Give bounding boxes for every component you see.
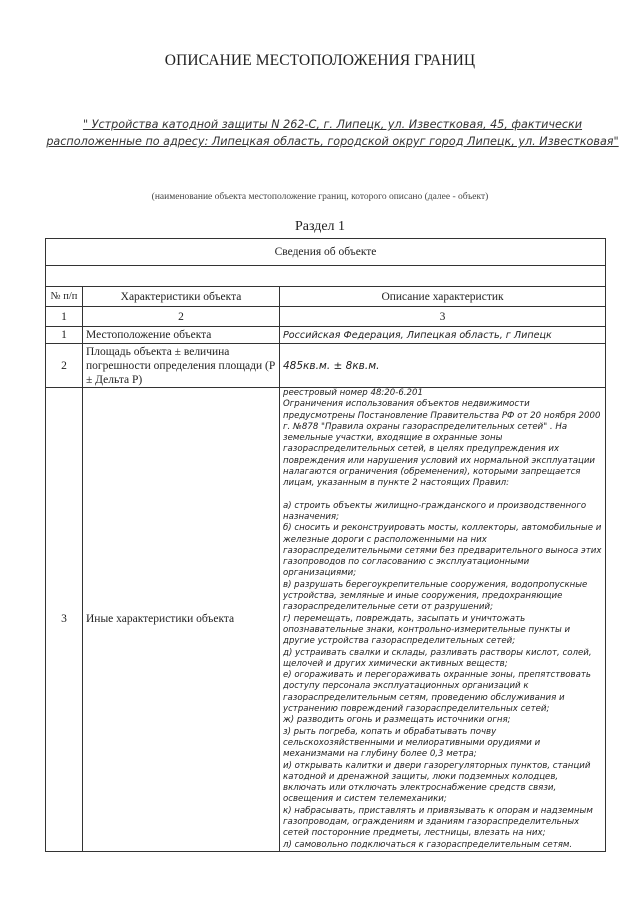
restriction-item: а) строить объекты жилищно-гражданского и производственного назначения; (283, 500, 587, 522)
object-info-table (45, 238, 606, 852)
table-heading: Сведения об объекте (46, 239, 606, 266)
empty-cell (46, 266, 606, 287)
table-row (46, 388, 606, 852)
restriction-item: б) сносить и реконструировать мосты, коллекторы, автомобильные и железные дороги с расположенными на них газораспределительными сетями без предварительного выноса этих газопроводов по согласованию с эксплуатационными организациями; (283, 523, 602, 579)
row-area-value: 485кв.м. ± 8кв.м. (280, 344, 606, 388)
restriction-item: и) открывать калитки и двери газорегуляторных пунктов, станций катодной и дренажной защиты, люки подземных колодцев, включать или отключать электроснабжение средств связи, освещения и систем телемеханики; (283, 760, 591, 805)
column-header-description: Описание характеристик (280, 287, 606, 307)
restriction-item: к) набрасывать, приставлять и привязывать к опорам и надземным газопроводам, ограждениям и зданиям газораспределительных сетей посторонние предметы, лестницы, влезать на них; (283, 805, 593, 839)
section-title: Раздел 1 (294, 219, 346, 234)
column-index-3: 3 (280, 307, 606, 327)
table-row (46, 327, 606, 344)
document-title: ОПИСАНИЕ МЕСТОПОЛОЖЕНИЯ ГРАНИЦ (164, 52, 476, 69)
row-characteristic: Площадь объекта ± величина погрешности определения площади (Р ± Дельта Р) (83, 344, 280, 388)
column-header-characteristics: Характеристики объекта (83, 287, 280, 307)
restriction-item: ж) разводить огонь и размещать источники огня; (283, 715, 511, 726)
column-index-row (46, 307, 606, 327)
restriction-item: л) самовольно подключаться к газораспределительным сетям. (283, 839, 573, 850)
table-row (46, 344, 606, 388)
object-name-line-1: " Устройства катодной защиты N 262-С, г. Липецк, ул. Известковая, 45, фактически (82, 118, 583, 131)
row-location-value: Российская Федерация, Липецкая область, г Липецк (280, 327, 606, 344)
table-empty-row (46, 266, 606, 287)
row-number: 3 (46, 388, 83, 852)
restrictions-intro: Ограничения использования объектов недвижимости предусмотрены Постановление Правительства РФ от 20 ноября 2000 г. №878 "Правила охраны газораспределительных сетей" . На земельные участки, входящие в охранные зоны газораспределительных сетей, в целях предупреждения их повреждения или нарушения условий их нормальной эксплуатации налагаются ограничения (обременения), которыми запрещается лицам, указанным в пункте 2 настоящих Правил: (283, 399, 601, 489)
row-characteristic: Иные характеристики объекта (83, 388, 280, 852)
column-index-2: 2 (83, 307, 280, 327)
row-other-characteristics-value (280, 388, 606, 852)
registry-number: реестровый номер 48:20-6.201 (283, 388, 423, 398)
row-number: 2 (46, 344, 83, 388)
restriction-item: е) огораживать и перегораживать охранные зоны, препятствовать доступу персонала эксплуатационных организаций к газораспределительным сетям, проведению обслуживания и устранению повреждений газораспределительных сетей; (283, 670, 591, 715)
object-name (45, 116, 620, 150)
restriction-item: з) рыть погреба, копать и обрабатывать почву сельскохозяйственными и мелиоративными орудиями и механизмами на глубину более 0,3 метра; (283, 726, 541, 760)
column-header-number: № п/п (46, 287, 83, 307)
object-name-line-2: расположенные по адресу: Липецкая область, городской округ город Липецк, ул. Известковая" (46, 135, 619, 148)
paragraph-gap (283, 490, 602, 501)
restriction-item: д) устраивать свалки и склады, разливать растворы кислот, солей, щелочей и других химически активных веществ; (283, 647, 592, 669)
row-number: 1 (46, 327, 83, 344)
restriction-item: г) перемещать, повреждать, засыпать и уничтожать опознавательные знаки, контрольно-измерительные пункты и другие устройства газораспределительных сетей; (283, 613, 571, 647)
restriction-item: в) разрушать берегоукрепительные сооружения, водопропускные устройства, земляные и иные сооружения, предохраняющие газораспределительные сети от разрушений; (283, 579, 588, 613)
table-heading-row (46, 239, 606, 266)
column-index-1: 1 (46, 307, 83, 327)
column-header-row (46, 287, 606, 307)
object-name-note: (наименование объекта местоположение границ, которого описано (далее - объект) (151, 192, 489, 202)
row-characteristic: Местоположение объекта (83, 327, 280, 344)
